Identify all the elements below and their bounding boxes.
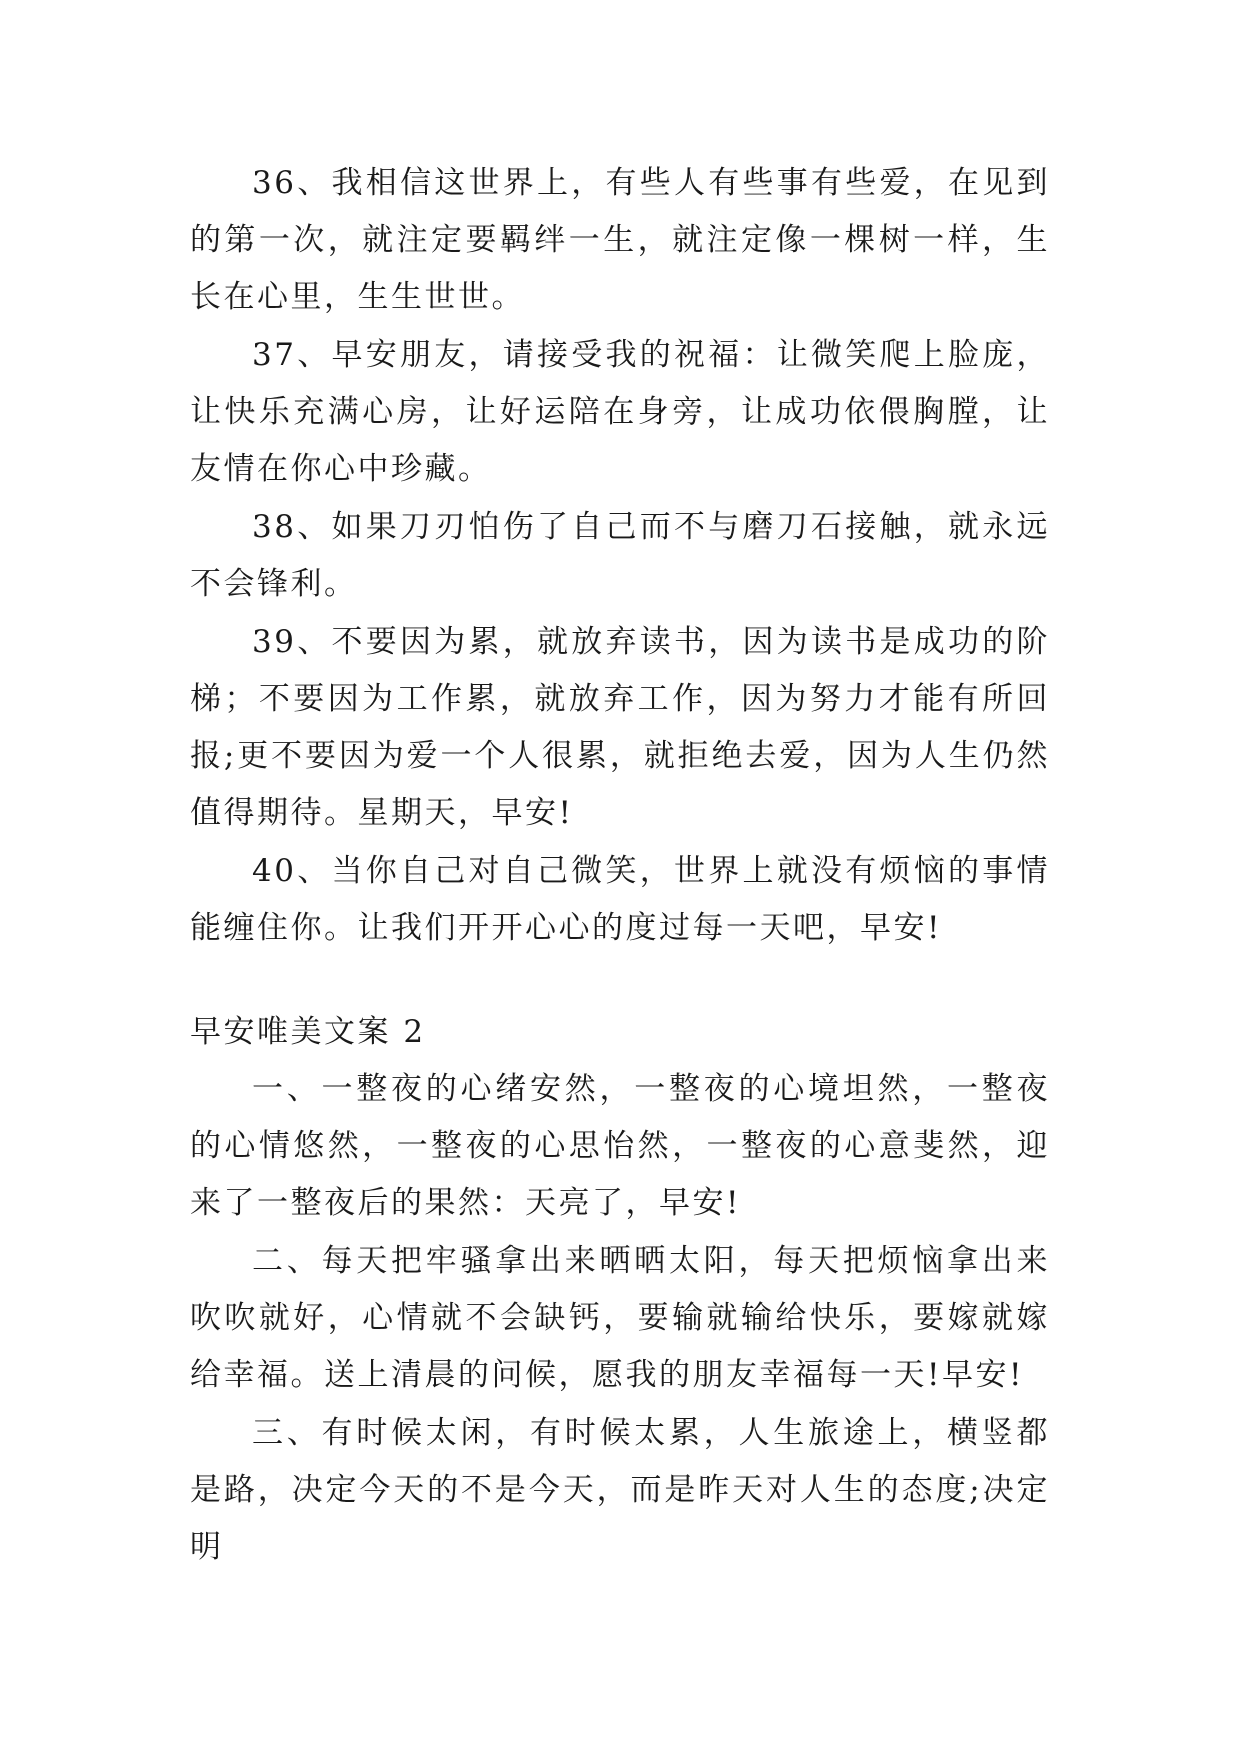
paragraph-40: 40、当你自己对自己微笑，世界上就没有烦恼的事情能缠住你。让我们开开心心的度过每一天吧，早安!: [190, 853, 1050, 946]
paragraph-39: 39、不要因为累，就放弃读书，因为读书是成功的阶梯；不要因为工作累，就放弃工作，因为努力才能有所回报;更不要因为爱一个人很累，就拒绝去爱，因为人生仍然值得期待。星期天，早安!: [190, 624, 1050, 831]
document-body: [190, 155, 1050, 1577]
paragraph-three: 三、有时候太闲，有时候太累，人生旅途上，横竖都是路，决定今天的不是今天，而是昨天对人生的态度;决定明: [190, 1415, 1050, 1565]
section-heading: 早安唯美文案 2: [190, 1014, 426, 1050]
paragraph-two: 二、每天把牢骚拿出来晒晒太阳，每天把烦恼拿出来吹吹就好，心情就不会缺钙，要输就输给快乐，要嫁就嫁给幸福。送上清晨的问候，愿我的朋友幸福每一天!早安!: [190, 1243, 1050, 1393]
paragraph-38: 38、如果刀刃怕伤了自己而不与磨刀石接触，就永远不会锋利。: [190, 509, 1050, 602]
paragraph-one: 一、一整夜的心绪安然，一整夜的心境坦然，一整夜的心情悠然，一整夜的心思怡然，一整夜的心意斐然，迎来了一整夜后的果然：天亮了，早安!: [190, 1071, 1050, 1221]
paragraph-36: 36、我相信这世界上，有些人有些事有些爱，在见到的第一次，就注定要羁绊一生，就注定像一棵树一样，生长在心里，生生世世。: [190, 165, 1050, 315]
paragraph-37: 37、早安朋友，请接受我的祝福：让微笑爬上脸庞，让快乐充满心房，让好运陪在身旁，让成功依偎胸膛，让友情在你心中珍藏。: [190, 337, 1050, 487]
